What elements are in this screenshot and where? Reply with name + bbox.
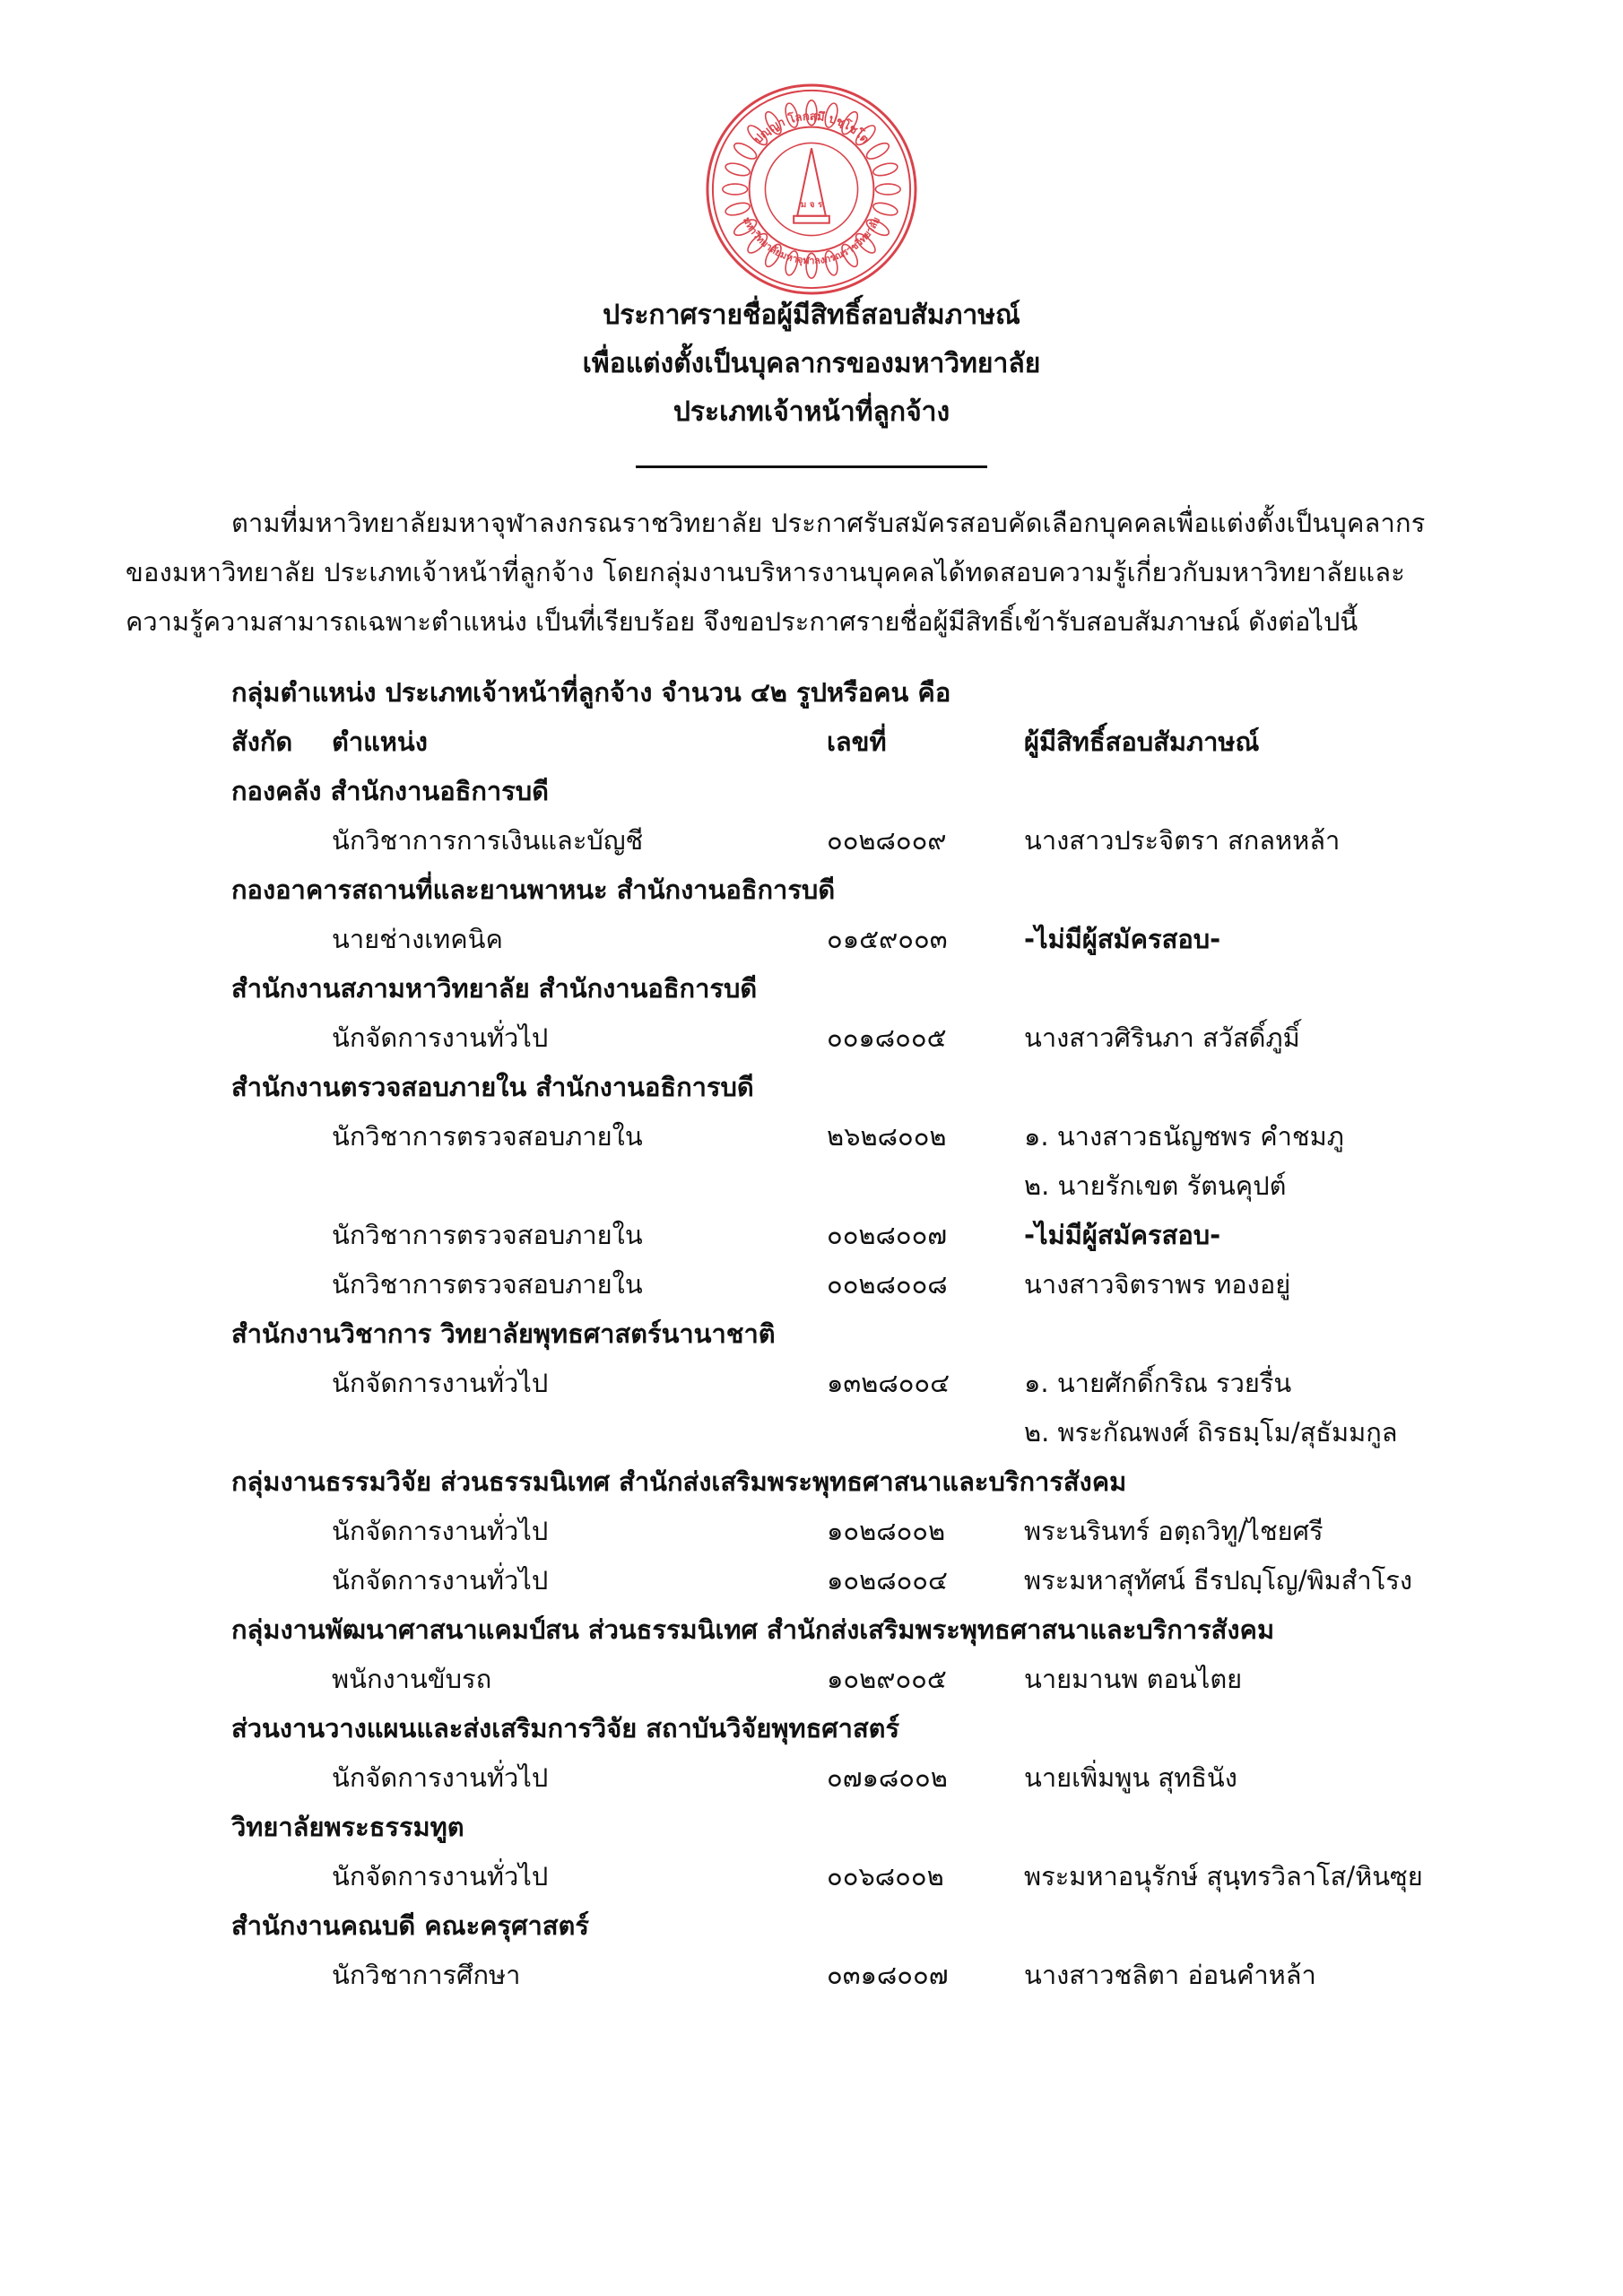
group-heading	[0, 867, 1623, 912]
table-row	[0, 917, 1623, 961]
title-line-2: เพื่อแต่งตั้งเป็นบุคลากรของมหาวิทยาลัย	[582, 348, 1041, 379]
candidate-cell: ๒. นายรักเขต รัตนคุปต์	[1024, 1170, 1287, 1201]
number-cell: ๐๐๒๘๐๐๗	[827, 1220, 948, 1250]
candidate-cell: นางสาวชลิตา อ่อนคำหล้า	[1024, 1960, 1316, 1990]
number-cell: ๐๑๕๙๐๐๓	[827, 924, 948, 954]
seal-petal	[725, 161, 751, 178]
position-cell: นักวิชาการการเงินและบัญชี	[332, 825, 644, 856]
position-cell: นักจัดการงานทั่วไป	[332, 1861, 549, 1892]
table-row-continuation	[0, 1163, 1623, 1208]
position-cell: พนักงานขับรถ	[332, 1664, 492, 1694]
table-row	[0, 818, 1623, 863]
table-row	[0, 1854, 1623, 1899]
number-cell: ๐๐๒๘๐๐๘	[827, 1269, 948, 1300]
university-seal-logo	[705, 83, 918, 296]
number-cell: ๐๐๒๘๐๐๙	[827, 825, 947, 856]
intro-line-3: ความรู้ความสามารถเฉพาะตำแหน่ง เป็นที่เรียบร้อย จึงขอประกาศรายชื่อผู้มีสิทธิ์เข้ารับสอบสัมภาษณ์ ดังต่อไปนี้	[126, 606, 1358, 637]
position-cell: นักจัดการงานทั่วไป	[332, 1022, 549, 1053]
position-cell: นักวิชาการตรวจสอบภายใน	[332, 1121, 643, 1152]
position-cell: นักจัดการงานทั่วไป	[332, 1516, 549, 1546]
seal-petal	[872, 161, 898, 178]
candidate-cell: -ไม่มีผู้สมัครสอบ-	[1024, 924, 1221, 954]
table-row	[0, 1558, 1623, 1603]
candidate-cell: ๑. นางสาวธนัญชพร คำชมภู	[1024, 1121, 1344, 1152]
seal-petal	[875, 184, 900, 195]
number-cell: ๑๐๒๘๐๐๔	[827, 1565, 948, 1596]
group-heading	[0, 1459, 1623, 1504]
candidate-cell: พระนรินทร์ อตฺถวิทู/ไชยศรี	[1024, 1516, 1324, 1546]
position-cell: นักวิชาการตรวจสอบภายใน	[332, 1269, 643, 1300]
candidate-cell: นายเพิ่มพูน สุทธินัง	[1024, 1762, 1237, 1793]
candidate-cell: นางสาวศิรินภา สวัสดิ์ภูมิ์	[1024, 1022, 1300, 1053]
group-heading-text: กลุ่มงานพัฒนาศาสนาแคมป์สน ส่วนธรรมนิเทศ สำนักส่งเสริมพระพุทธศาสนาและบริการสังคม	[231, 1614, 1275, 1645]
seal-petal	[723, 184, 748, 195]
candidate-cell: พระมหาอนุรักษ์ สุนฺทรวิลาโส/หินซุย	[1024, 1861, 1423, 1892]
group-heading	[0, 1805, 1623, 1849]
position-cell: นักจัดการงานทั่วไป	[332, 1762, 549, 1793]
group-heading	[0, 966, 1623, 1011]
group-heading-text: กองคลัง สำนักงานอธิการบดี	[231, 776, 549, 806]
position-cell: นักจัดการงานทั่วไป	[332, 1368, 549, 1398]
group-heading	[0, 1903, 1623, 1948]
svg-text:ม จ ร: ม จ ร	[800, 199, 823, 210]
group-heading	[0, 1706, 1623, 1751]
intro-line-2: ของมหาวิทยาลัย ประเภทเจ้าหน้าที่ลูกจ้าง โดยกลุ่มงานบริหารงานบุคคลได้ทดสอบความรู้เกี่ยวกับมหาวิทยาลัยและ	[126, 557, 1405, 587]
group-heading-text: ส่วนงานวางแผนและส่งเสริมการวิจัย สถาบันวิจัยพุทธศาสตร์	[231, 1713, 900, 1744]
number-cell: ๒๖๒๘๐๐๒	[827, 1121, 947, 1152]
intro-line-1: ตามที่มหาวิทยาลัยมหาจุฬาลงกรณราชวิทยาลัย ประกาศรับสมัครสอบคัดเลือกบุคคลเพื่อแต่งตั้งเป็นบุคลากร	[231, 508, 1426, 538]
table-row	[0, 1213, 1623, 1257]
column-affiliation: สังกัด	[231, 726, 293, 757]
group-heading	[0, 1311, 1623, 1356]
group-heading-text: กองอาคารสถานที่และยานพาหนะ สำนักงานอธิการบดี	[231, 874, 836, 905]
position-cell: นักวิชาการศึกษา	[332, 1960, 521, 1990]
group-heading	[0, 1065, 1623, 1109]
svg-text:มหาวิทยาลัยมหาจุฬาลงกรณราชวิทย: มหาวิทยาลัยมหาจุฬาลงกรณราชวิทยาลัย	[740, 214, 883, 267]
number-cell: ๐๐๑๘๐๐๕	[827, 1022, 947, 1053]
table-row	[0, 1361, 1623, 1405]
group-heading-text: กลุ่มงานธรรมวิจัย ส่วนธรรมนิเทศ สำนักส่งเสริมพระพุทธศาสนาและบริการสังคม	[231, 1466, 1127, 1497]
number-cell: ๑๓๒๘๐๐๔	[827, 1368, 950, 1398]
title-divider	[636, 465, 987, 468]
candidate-cell: ๒. พระกัณพงศ์ ถิรธมฺโม/สุธัมมกูล	[1024, 1417, 1398, 1448]
title-line-1: ประกาศรายชื่อผู้มีสิทธิ์สอบสัมภาษณ์	[603, 300, 1020, 331]
table-row	[0, 1114, 1623, 1159]
position-cell: นักจัดการงานทั่วไป	[332, 1565, 549, 1596]
number-cell: ๐๐๖๘๐๐๒	[827, 1861, 944, 1892]
table-row	[0, 1509, 1623, 1553]
candidate-cell: พระมหาสุทัศน์ ธีรปญฺโญ/พิมสำโรง	[1024, 1565, 1413, 1596]
table-row-continuation	[0, 1410, 1623, 1455]
group-heading-text: วิทยาลัยพระธรรมทูต	[231, 1812, 464, 1842]
table-row	[0, 1262, 1623, 1307]
candidate-cell: -ไม่มีผู้สมัครสอบ-	[1024, 1220, 1221, 1250]
group-heading-text: สำนักงานวิชาการ วิทยาลัยพุทธศาสตร์นานาชาติ	[231, 1318, 776, 1349]
summary-line	[0, 670, 1623, 715]
number-cell: ๐๓๑๘๐๐๗	[827, 1960, 949, 1990]
group-heading-text: สำนักงานตรวจสอบภายใน สำนักงานอธิการบดี	[231, 1072, 754, 1102]
table-row	[0, 1015, 1623, 1060]
position-cell: นายช่างเทคนิค	[332, 924, 503, 954]
candidate-cell: นางสาวประจิตรา สกลหหล้า	[1024, 825, 1341, 856]
candidate-cell: ๑. นายศักดิ์กริณ รวยรื่น	[1024, 1368, 1292, 1398]
candidate-cell: นางสาวจิตราพร ทองอยู่	[1024, 1269, 1291, 1300]
candidate-cell: นายมานพ ตอนไตย	[1024, 1664, 1243, 1694]
column-header-row	[0, 719, 1623, 764]
group-heading-text: สำนักงานคณบดี คณะครุศาสตร์	[231, 1910, 589, 1941]
group-heading-text: สำนักงานสภามหาวิทยาลัย สำนักงานอธิการบดี	[231, 973, 758, 1004]
column-number: เลขที่	[827, 726, 887, 757]
number-cell: ๑๐๒๙๐๐๕	[827, 1664, 947, 1694]
svg-text:ปญฺญา โลกสฺมึ ปชฺโชโต: ปญฺญา โลกสฺมึ ปชฺโชโต	[751, 109, 872, 147]
number-cell: ๑๐๒๘๐๐๒	[827, 1516, 946, 1546]
position-cell: นักวิชาการตรวจสอบภายใน	[332, 1220, 643, 1250]
group-heading	[0, 769, 1623, 813]
column-position: ตำแหน่ง	[332, 726, 428, 757]
seal-petal	[725, 201, 751, 218]
column-candidate: ผู้มีสิทธิ์สอบสัมภาษณ์	[1024, 726, 1260, 757]
table-row	[0, 1952, 1623, 1997]
table-row	[0, 1755, 1623, 1800]
number-cell: ๐๗๑๘๐๐๒	[827, 1762, 948, 1793]
seal-petal	[864, 140, 891, 161]
table-row	[0, 1657, 1623, 1701]
summary-text: กลุ่มตำแหน่ง ประเภทเจ้าหน้าที่ลูกจ้าง จำนวน ๔๒ รูปหรือคน คือ	[231, 677, 951, 708]
group-heading	[0, 1607, 1623, 1652]
seal-petal	[872, 201, 898, 218]
title-line-3: ประเภทเจ้าหน้าที่ลูกจ้าง	[673, 396, 950, 428]
seal-petal	[732, 140, 759, 161]
